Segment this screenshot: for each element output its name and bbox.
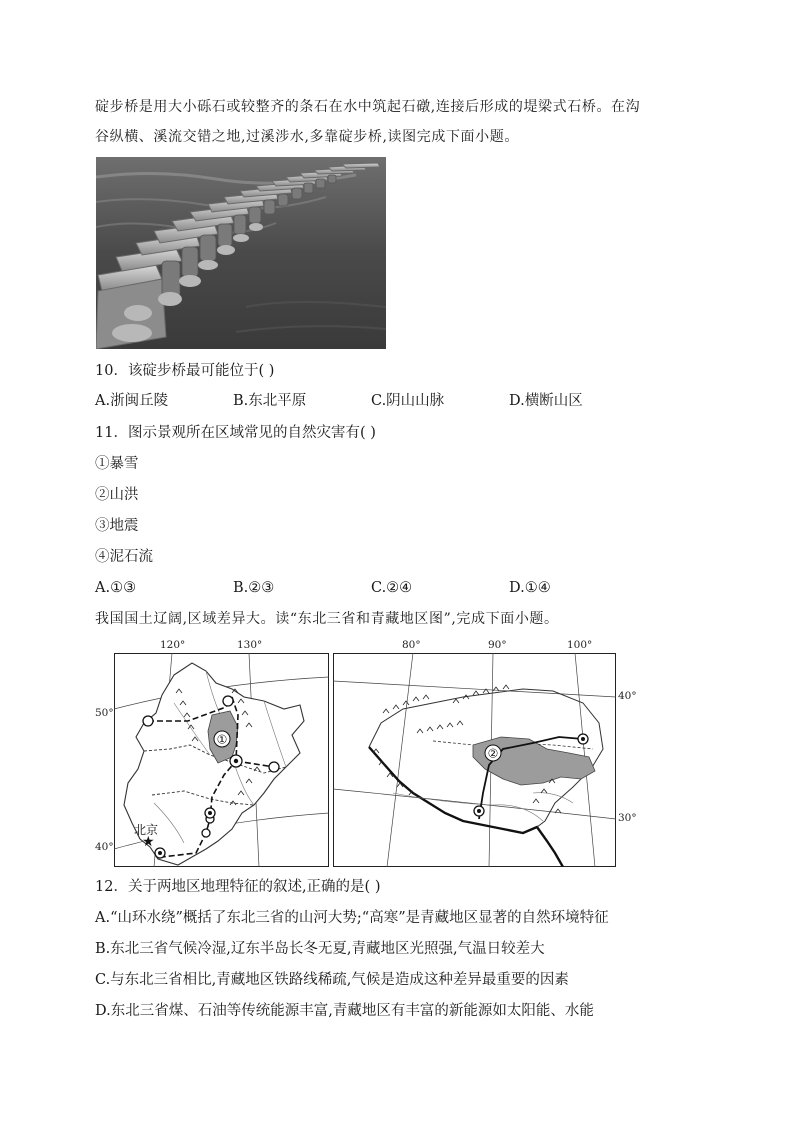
right-map-lon-90: 90° bbox=[488, 639, 507, 651]
left-map-lon-130: 130° bbox=[237, 639, 263, 651]
beijing-label: 北京 bbox=[134, 823, 159, 837]
question-10-options bbox=[95, 391, 715, 411]
stepping-stone-bridge-photo bbox=[96, 157, 386, 349]
left-map-marker: ① bbox=[216, 732, 228, 747]
q10-option-d: D.横断山区 bbox=[509, 393, 583, 409]
intro-line-1: 碇步桥是用大小砾石或较整齐的条石在水中筑起石礅,连接后形成的堤梁式石桥。在沟 bbox=[95, 99, 641, 115]
q10-option-a: A.浙闽丘陵 bbox=[95, 393, 169, 409]
intro-2: 我国国土辽阔,区域差异大。读“东北三省和青藏地区图”,完成下面小题。 bbox=[95, 611, 559, 627]
q11-item-2: ②山洪 bbox=[95, 487, 139, 503]
q11-item-3: ③地震 bbox=[95, 518, 139, 534]
right-map-lat-30: 30° bbox=[618, 812, 637, 824]
question-11-stem: 11．图示景观所在区域常见的自然灾害有( ) bbox=[95, 425, 376, 441]
beijing-star-icon: ★ bbox=[142, 834, 155, 850]
q11-item-4: ④泥石流 bbox=[95, 549, 153, 565]
q12-option-c: C.与东北三省相比,青藏地区铁路线稀疏,气候是造成这种差异最重要的因素 bbox=[95, 972, 569, 988]
q12-option-d: D.东北三省煤、石油等传统能源丰富,青藏地区有丰富的新能源如太阳能、水能 bbox=[95, 1003, 594, 1019]
q10-option-b: B.东北平原 bbox=[233, 393, 307, 409]
qinghai-tibet-map bbox=[333, 653, 616, 867]
question-10-stem: 10．该碇步桥最可能位于( ) bbox=[95, 363, 275, 379]
right-map-lon-80: 80° bbox=[402, 639, 421, 651]
right-map-marker: ② bbox=[487, 746, 499, 761]
q12-option-a: A.“山环水绕”概括了东北三省的山河大势;“高寒”是青藏地区显著的自然环境特征 bbox=[95, 910, 609, 926]
left-map-lat-50: 50° bbox=[95, 707, 114, 719]
right-map-lon-100: 100° bbox=[567, 639, 593, 651]
q11-item-1: ①暴雪 bbox=[95, 456, 139, 472]
left-map-lon-120: 120° bbox=[160, 639, 186, 651]
q11-option-d: D.①④ bbox=[509, 580, 551, 596]
question-11-options bbox=[95, 578, 715, 598]
right-map-lat-40: 40° bbox=[618, 690, 637, 702]
q12-option-b: B.东北三省气候冷湿,辽东半岛长冬无夏,青藏地区光照强,气温日较差大 bbox=[95, 941, 545, 957]
question-12-stem: 12．关于两地区地理特征的叙述,正确的是( ) bbox=[95, 879, 381, 895]
q11-option-a: A.①③ bbox=[95, 580, 137, 596]
left-map-lat-40: 40° bbox=[95, 841, 114, 853]
q11-option-b: B.②③ bbox=[233, 580, 275, 596]
northeast-provinces-map bbox=[114, 653, 329, 867]
q11-option-c: C.②④ bbox=[371, 580, 413, 596]
q10-option-c: C.阴山山脉 bbox=[371, 393, 445, 409]
intro-line-2: 谷纵横、溪流交错之地,过溪涉水,多靠碇步桥,读图完成下面小题。 bbox=[95, 129, 519, 145]
